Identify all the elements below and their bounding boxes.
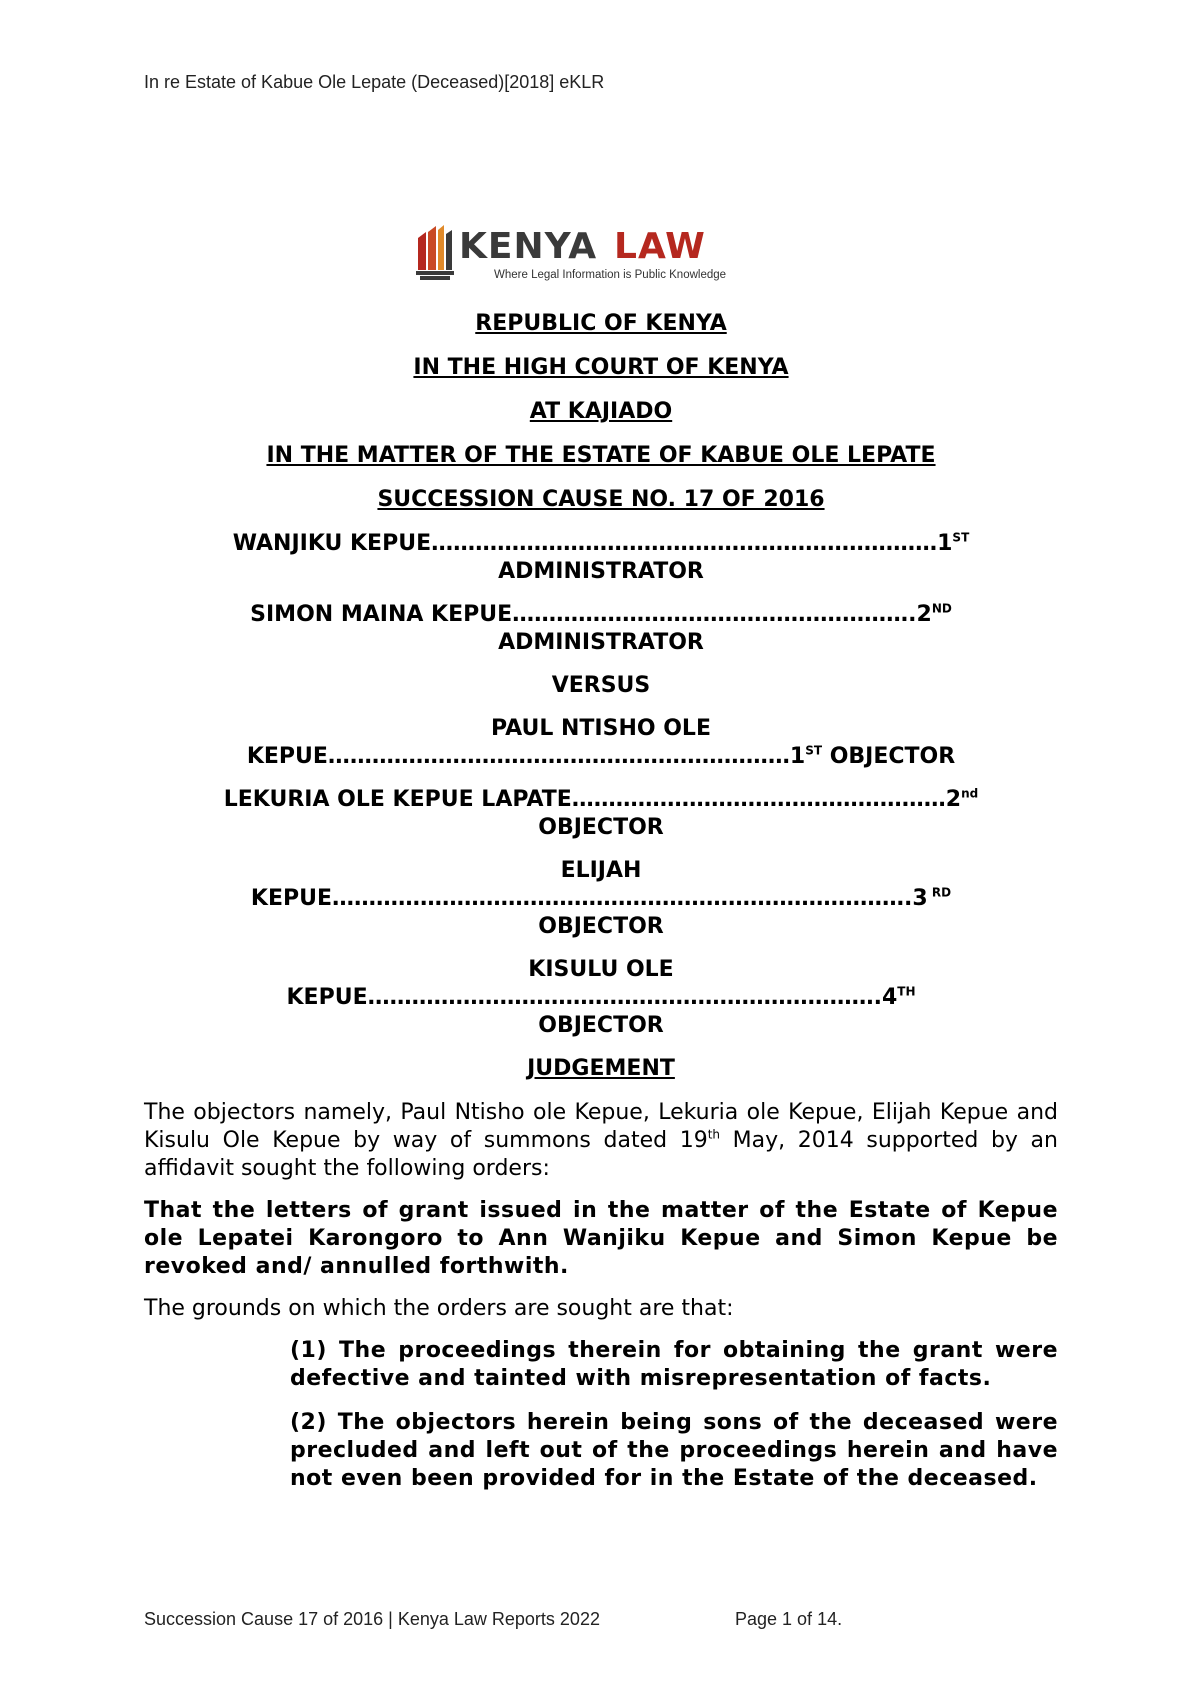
party-role: ADMINISTRATOR xyxy=(498,559,704,584)
party-name-line: ELIJAH xyxy=(560,858,642,883)
page-footer xyxy=(144,1609,843,1630)
heading-location: AT KAJIADO xyxy=(529,399,673,424)
party-role: OBJECTOR xyxy=(538,1013,664,1038)
date-ordinal-suffix: th xyxy=(707,1127,720,1142)
logo-word-kenya: KENYA xyxy=(459,226,598,267)
intro-text-part: The objectors namely, Paul Ntisho ole Kepue, Lekuria ole Kepue, Elijah Kepue and Kisulu Ole Kepue by way of summons dated 19 xyxy=(144,1100,1058,1153)
party-name-line: KISULU OLE xyxy=(528,957,674,982)
kenya-law-logo xyxy=(416,224,726,288)
leader-dots: …………………………………………………………… xyxy=(431,531,938,556)
grounds-intro: The grounds on which the orders are sought are that: xyxy=(144,1296,734,1321)
party-first-objector xyxy=(144,715,1058,771)
judgement-title: JUDGEMENT xyxy=(527,1056,675,1081)
party-name: WANJIKU KEPUE xyxy=(232,531,432,556)
party-name: KEPUE xyxy=(250,886,333,911)
ordinal-suffix: nd xyxy=(961,786,979,801)
document-body xyxy=(144,310,1058,1509)
ordinal-suffix: TH xyxy=(897,984,916,999)
party-ordinal: 2 xyxy=(916,602,932,627)
leader-dots: ……………………………………………………… xyxy=(327,744,790,769)
ground-item: (2) The objectors herein being sons of the deceased were precluded and left out of the proceedings herein and have not even been provided for in the Estate of the deceased. xyxy=(290,1410,1058,1491)
party-role: ADMINISTRATOR xyxy=(498,630,704,655)
party-name: SIMON MAINA KEPUE xyxy=(250,602,513,627)
party-ordinal: 2 xyxy=(945,787,962,812)
party-role: OBJECTOR xyxy=(538,914,664,939)
party-ordinal: 1 xyxy=(789,744,806,769)
ordinal-suffix: ND xyxy=(931,601,952,616)
party-role: OBJECTOR xyxy=(822,744,956,769)
versus-label: VERSUS xyxy=(551,673,651,698)
party-ordinal: 4 xyxy=(881,985,898,1010)
heading-court: IN THE HIGH COURT OF KENYA xyxy=(413,355,789,380)
party-second-administrator xyxy=(144,601,1058,657)
heading-republic: REPUBLIC OF KENYA xyxy=(475,311,727,336)
footer-citation: Succession Cause 17 of 2016 | Kenya Law Reports 2022 xyxy=(144,1609,600,1629)
party-role: OBJECTOR xyxy=(538,815,664,840)
logo-word-law: LAW xyxy=(614,226,706,267)
page-number: Page 1 of 14. xyxy=(735,1609,843,1629)
ordinal-suffix: ST xyxy=(805,743,823,758)
party-first-administrator xyxy=(144,530,1058,586)
party-ordinal: 1 xyxy=(937,531,953,556)
leader-dots: ………………………………………………. xyxy=(512,602,917,627)
ordinal-suffix: RD xyxy=(927,885,952,900)
intro-text-part: May, 2014 supported by an affidavit sought the following orders: xyxy=(144,1128,1058,1181)
pillars-logo-icon xyxy=(416,224,456,282)
party-name: KEPUE xyxy=(246,744,328,769)
ground-item: (1) The proceedings therein for obtaining the grant were defective and tainted with misrepresentation of facts. xyxy=(290,1338,1058,1391)
order-sought: That the letters of grant issued in the matter of the Estate of Kepue ole Lepatei Karongoro to Ann Wanjiku Kepue and Simon Kepue be revoked and/ annulled forthwith. xyxy=(144,1198,1058,1279)
running-header: In re Estate of Kabue Ole Lepate (Deceased)[2018] eKLR xyxy=(144,72,605,92)
party-name: KEPUE xyxy=(286,985,368,1010)
leader-dots: ……………………………………………………………. xyxy=(367,985,882,1010)
party-third-objector xyxy=(144,857,1058,941)
heading-matter: IN THE MATTER OF THE ESTATE OF KABUE OLE LEPATE xyxy=(266,443,936,468)
ordinal-suffix: ST xyxy=(952,530,970,545)
party-ordinal: 3 xyxy=(912,886,928,911)
party-fourth-objector xyxy=(144,956,1058,1040)
party-second-objector xyxy=(144,786,1058,842)
party-name: LEKURIA OLE KEPUE LAPATE xyxy=(223,787,572,812)
leader-dots: ……………………………………………………………………. xyxy=(332,886,913,911)
party-name-line: PAUL NTISHO OLE xyxy=(491,716,711,741)
logo-tagline: Where Legal Information is Public Knowledge xyxy=(494,269,727,281)
intro-paragraph xyxy=(144,1099,1058,1183)
heading-cause-number: SUCCESSION CAUSE NO. 17 OF 2016 xyxy=(377,487,825,512)
leader-dots: …………………………………………… xyxy=(571,787,946,812)
